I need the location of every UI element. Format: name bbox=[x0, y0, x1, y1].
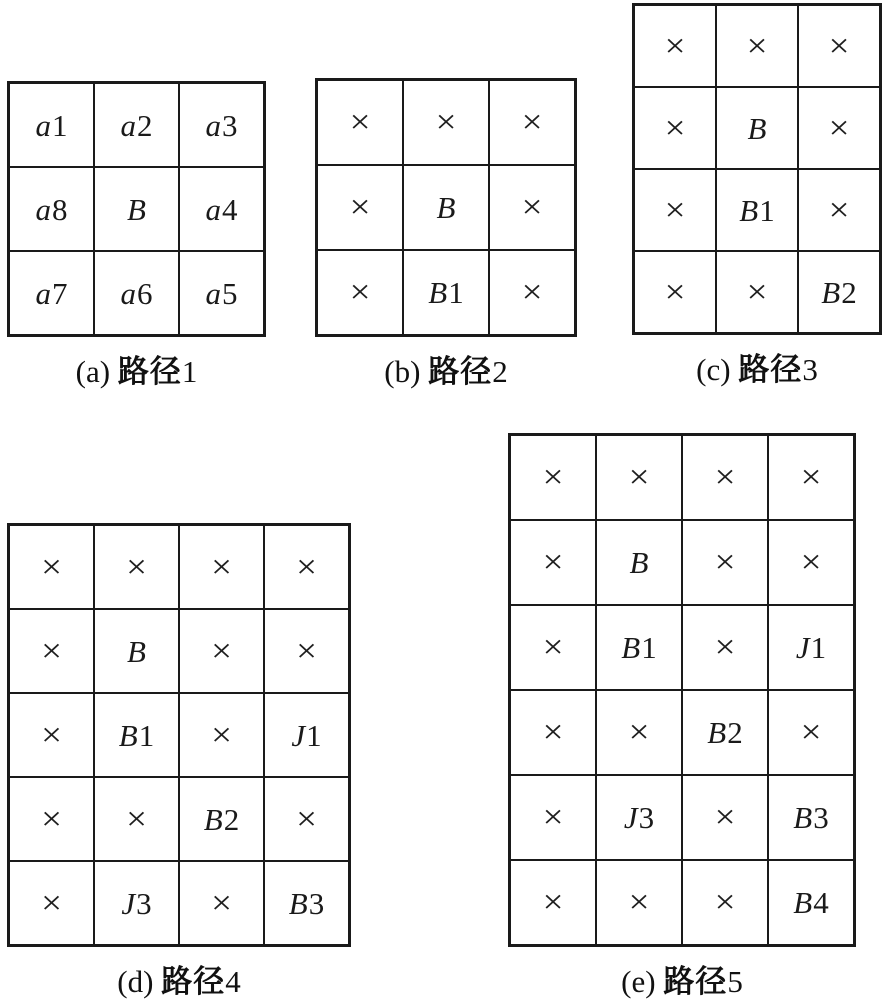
cross-icon: × bbox=[126, 548, 147, 586]
grid-cell bbox=[403, 80, 489, 165]
grid-cell bbox=[510, 520, 596, 605]
panel-path-5 bbox=[508, 433, 856, 1001]
grid-cell bbox=[682, 775, 768, 860]
caption-path-2 bbox=[315, 346, 577, 391]
cell-label-number: 1 bbox=[759, 192, 775, 228]
cross-icon: × bbox=[746, 27, 768, 65]
cell-label-number: 3 bbox=[136, 885, 152, 921]
grid-cell bbox=[716, 87, 798, 169]
cell-label-letter: B bbox=[127, 633, 146, 669]
cross-icon: × bbox=[746, 273, 768, 311]
grid-cell bbox=[179, 609, 264, 693]
cross-icon: × bbox=[664, 273, 686, 311]
cell-label-letter: J bbox=[291, 717, 306, 753]
caption-path-3 bbox=[632, 344, 882, 389]
cross-icon: × bbox=[41, 548, 62, 586]
cross-icon: × bbox=[800, 543, 822, 582]
cross-icon: × bbox=[542, 628, 564, 667]
cell-label-number: 2 bbox=[841, 274, 857, 310]
grid-cell bbox=[179, 251, 264, 335]
cross-icon: × bbox=[714, 543, 736, 582]
caption-path-4 bbox=[7, 956, 351, 1001]
cell-label-number: 3 bbox=[222, 107, 238, 143]
cell-label-letter: J bbox=[121, 885, 136, 921]
grid-path-4 bbox=[7, 523, 351, 947]
cell-label-number: 4 bbox=[813, 885, 829, 920]
grid-cell bbox=[94, 525, 179, 609]
grid-cell bbox=[596, 690, 682, 775]
grid-cell bbox=[9, 609, 94, 693]
panel-path-4 bbox=[7, 523, 351, 1001]
cell-label-letter: a bbox=[120, 275, 136, 311]
cross-icon: × bbox=[41, 632, 62, 670]
grid-cell bbox=[264, 693, 349, 777]
caption-index: (e) bbox=[621, 964, 664, 999]
cell-label-number: 6 bbox=[137, 275, 153, 311]
caption-index: (c) bbox=[696, 352, 739, 387]
cell-label-number: 1 bbox=[306, 717, 322, 753]
cross-icon: × bbox=[126, 800, 147, 838]
grid-path-1 bbox=[7, 81, 266, 337]
cross-icon: × bbox=[714, 458, 736, 497]
grid-cell bbox=[798, 169, 880, 251]
grid-cell bbox=[9, 525, 94, 609]
caption-label: 路径 bbox=[663, 964, 728, 999]
cross-icon: × bbox=[664, 27, 686, 65]
grid-cell bbox=[94, 167, 179, 251]
cross-icon: × bbox=[41, 800, 62, 838]
cross-icon: × bbox=[296, 632, 317, 670]
grid-cell bbox=[264, 609, 349, 693]
cell-label-letter: B bbox=[793, 885, 813, 920]
cell-label-letter: B bbox=[621, 630, 641, 665]
cross-icon: × bbox=[211, 716, 232, 754]
cell-label-letter: B bbox=[707, 715, 727, 750]
grid-cell bbox=[9, 693, 94, 777]
cell-label-number: 8 bbox=[52, 191, 68, 227]
grid-cell bbox=[317, 250, 403, 335]
grid-cell bbox=[682, 605, 768, 690]
cell-label-letter: a bbox=[205, 275, 221, 311]
grid-cell bbox=[94, 609, 179, 693]
cell-label-letter: J bbox=[623, 800, 638, 835]
grid-cell bbox=[9, 251, 94, 335]
grid-cell bbox=[596, 860, 682, 945]
grid-cell bbox=[634, 251, 716, 333]
grid-cell bbox=[317, 165, 403, 250]
cross-icon: × bbox=[828, 109, 850, 147]
grid-cell bbox=[634, 87, 716, 169]
grid-cell bbox=[768, 435, 854, 520]
grid-cell bbox=[682, 435, 768, 520]
cross-icon: × bbox=[542, 543, 564, 582]
caption-label: 路径 bbox=[428, 354, 493, 389]
cross-icon: × bbox=[349, 188, 371, 227]
grid-cell bbox=[596, 605, 682, 690]
grid-cell bbox=[94, 861, 179, 945]
cell-label-number: 1 bbox=[448, 275, 464, 310]
grid-cell bbox=[403, 165, 489, 250]
grid-cell bbox=[489, 80, 575, 165]
cross-icon: × bbox=[628, 713, 650, 752]
grid-cell bbox=[489, 165, 575, 250]
cross-icon: × bbox=[211, 884, 232, 922]
cross-icon: × bbox=[211, 548, 232, 586]
grid-cell bbox=[94, 777, 179, 861]
grid-cell bbox=[510, 690, 596, 775]
cell-label-number: 2 bbox=[727, 715, 743, 750]
cross-icon: × bbox=[521, 188, 543, 227]
grid-cell bbox=[716, 169, 798, 251]
grid-cell bbox=[510, 860, 596, 945]
cross-icon: × bbox=[800, 458, 822, 497]
caption-index: (d) bbox=[117, 964, 162, 999]
grid-cell bbox=[768, 775, 854, 860]
cross-icon: × bbox=[800, 713, 822, 752]
cell-label-letter: B bbox=[629, 545, 649, 580]
grid-cell bbox=[798, 5, 880, 87]
cross-icon: × bbox=[296, 548, 317, 586]
grid-cell bbox=[179, 861, 264, 945]
cell-label-number: 5 bbox=[222, 275, 238, 311]
grid-path-3 bbox=[632, 3, 882, 335]
cross-icon: × bbox=[664, 109, 686, 147]
grid-cell bbox=[94, 83, 179, 167]
grid-cell bbox=[264, 525, 349, 609]
cross-icon: × bbox=[542, 713, 564, 752]
grid-cell bbox=[798, 87, 880, 169]
grid-cell bbox=[634, 169, 716, 251]
grid-cell bbox=[768, 690, 854, 775]
grid-cell bbox=[768, 860, 854, 945]
cell-label-number: 2 bbox=[223, 801, 240, 837]
caption-label: 路径 bbox=[117, 354, 182, 389]
grid-cell bbox=[179, 167, 264, 251]
cross-icon: × bbox=[714, 883, 736, 922]
cross-icon: × bbox=[542, 883, 564, 922]
cross-icon: × bbox=[542, 458, 564, 497]
grid-cell bbox=[179, 777, 264, 861]
cross-icon: × bbox=[41, 884, 62, 922]
caption-path-1 bbox=[7, 346, 266, 391]
cell-label-letter: a bbox=[120, 107, 136, 143]
caption-number: 2 bbox=[492, 354, 508, 389]
cell-label-number: 3 bbox=[813, 800, 829, 835]
cell-label-letter: J bbox=[795, 630, 810, 665]
cross-icon: × bbox=[349, 103, 371, 142]
cell-label-letter: a bbox=[35, 191, 51, 227]
cross-icon: × bbox=[521, 273, 543, 312]
grid-cell bbox=[403, 250, 489, 335]
grid-cell bbox=[716, 5, 798, 87]
grid-cell bbox=[596, 435, 682, 520]
cross-icon: × bbox=[714, 628, 736, 667]
cell-label-number: 7 bbox=[52, 275, 68, 311]
cell-label-letter: B bbox=[127, 191, 146, 227]
cross-icon: × bbox=[521, 103, 543, 142]
grid-cell bbox=[179, 693, 264, 777]
grid-path-2 bbox=[315, 78, 577, 337]
caption-number: 4 bbox=[225, 964, 241, 999]
grid-cell bbox=[682, 520, 768, 605]
cell-label-number: 1 bbox=[641, 630, 657, 665]
cell-label-letter: a bbox=[205, 191, 221, 227]
grid-path-5 bbox=[508, 433, 856, 947]
grid-cell bbox=[9, 777, 94, 861]
cell-label-letter: B bbox=[793, 800, 813, 835]
grid-cell bbox=[596, 775, 682, 860]
grid-cell bbox=[94, 251, 179, 335]
cross-icon: × bbox=[628, 883, 650, 922]
cross-icon: × bbox=[714, 798, 736, 837]
grid-cell bbox=[682, 860, 768, 945]
cross-icon: × bbox=[828, 191, 850, 229]
grid-cell bbox=[94, 693, 179, 777]
grid-cell bbox=[510, 775, 596, 860]
caption-index: (a) bbox=[75, 354, 118, 389]
cell-label-number: 1 bbox=[52, 107, 68, 143]
grid-cell bbox=[596, 520, 682, 605]
grid-cell bbox=[264, 861, 349, 945]
cross-icon: × bbox=[628, 458, 650, 497]
cross-icon: × bbox=[211, 632, 232, 670]
caption-number: 1 bbox=[181, 354, 198, 389]
grid-cell bbox=[179, 525, 264, 609]
grid-cell bbox=[768, 520, 854, 605]
cell-label-number: 3 bbox=[638, 800, 655, 835]
cross-icon: × bbox=[542, 798, 564, 837]
grid-cell bbox=[264, 777, 349, 861]
cell-label-letter: B bbox=[436, 190, 456, 225]
cross-icon: × bbox=[664, 191, 686, 229]
grid-cell bbox=[9, 167, 94, 251]
cell-label-letter: B bbox=[428, 275, 448, 310]
cell-label-letter: B bbox=[288, 885, 308, 921]
cell-label-letter: B bbox=[747, 110, 767, 146]
cell-label-number: 3 bbox=[308, 885, 325, 921]
cell-label-letter: B bbox=[821, 274, 841, 310]
caption-index: (b) bbox=[384, 354, 429, 389]
caption-path-5 bbox=[508, 956, 856, 1001]
grid-cell bbox=[510, 435, 596, 520]
cell-label-letter: B bbox=[118, 717, 138, 753]
grid-cell bbox=[682, 690, 768, 775]
panel-path-1 bbox=[7, 81, 266, 391]
caption-number: 3 bbox=[802, 352, 818, 387]
grid-cell bbox=[634, 5, 716, 87]
caption-label: 路径 bbox=[161, 964, 226, 999]
cell-label-number: 2 bbox=[137, 107, 153, 143]
grid-cell bbox=[9, 861, 94, 945]
grid-cell bbox=[798, 251, 880, 333]
cell-label-letter: B bbox=[739, 192, 759, 228]
cell-label-number: 4 bbox=[222, 191, 238, 227]
cross-icon: × bbox=[296, 800, 317, 838]
grid-cell bbox=[716, 251, 798, 333]
grid-cell bbox=[179, 83, 264, 167]
grid-cell bbox=[768, 605, 854, 690]
caption-number: 5 bbox=[727, 964, 743, 999]
grid-cell bbox=[9, 83, 94, 167]
panel-path-3 bbox=[632, 3, 882, 389]
cell-label-letter: a bbox=[205, 107, 221, 143]
grid-cell bbox=[510, 605, 596, 690]
caption-label: 路径 bbox=[738, 352, 803, 387]
cell-label-number: 1 bbox=[138, 717, 155, 753]
cross-icon: × bbox=[41, 716, 62, 754]
cell-label-letter: a bbox=[35, 107, 51, 143]
panel-path-2 bbox=[315, 78, 577, 391]
grid-cell bbox=[489, 250, 575, 335]
cell-label-letter: B bbox=[203, 801, 223, 837]
cross-icon: × bbox=[435, 103, 457, 142]
cell-label-number: 1 bbox=[810, 630, 827, 665]
cell-label-letter: a bbox=[35, 275, 51, 311]
cross-icon: × bbox=[828, 27, 850, 65]
cross-icon: × bbox=[349, 273, 371, 312]
grid-cell bbox=[317, 80, 403, 165]
